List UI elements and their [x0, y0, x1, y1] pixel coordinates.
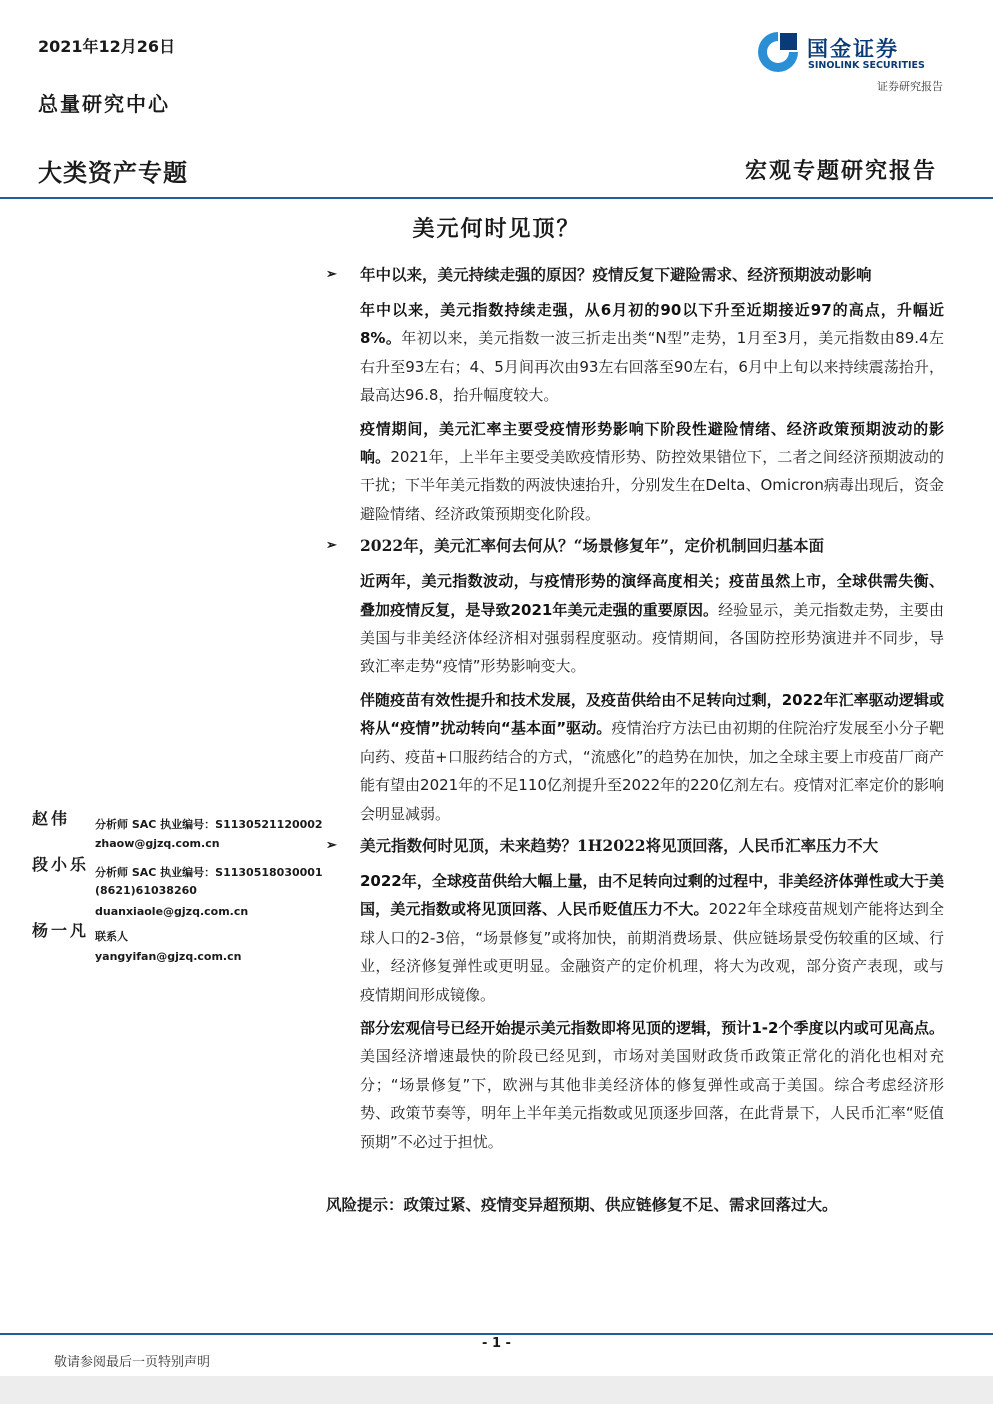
section-heading-text: 美元指数何时见顶，未来趋势？1H2022将见顶回落，人民币汇率压力不大 [360, 835, 879, 855]
report-type-title: 宏观专题研究报告 [744, 158, 937, 184]
paragraph-text: 2022年全球疫苗规划产能将达到全球人口的2-3倍，“场景修复”或将加快，前期消费场景、供应链场景受伤较重的区域、行业，经济修复弹性或更明显。金融资产的定价机理，将大为改观，部分资产表现，或与疫情期间形成镜像。 [360, 900, 944, 1004]
arrow-bullet-icon: ➢ [326, 538, 337, 554]
analyst-name: 段小乐 [32, 855, 90, 874]
section-heading [326, 262, 946, 288]
paragraph-text: 疫情治疗方法已由初期的住院治疗发展至小分子靶向药、疫苗+口服药结合的方式，“流感化”的趋势在加快，加之全球主要上市疫苗厂商产能有望由2021年的不足110亿剂提升至2022年的220亿剂左右。疫情对汇率定价的影响会明显减弱。 [360, 719, 944, 823]
analyst-name: 赵伟 [32, 809, 71, 828]
report-date: 2021年12月26日 [38, 37, 176, 56]
section-heading [326, 833, 946, 859]
paragraph [360, 296, 944, 410]
paragraph [360, 1014, 944, 1156]
section-heading [326, 533, 946, 559]
footer-divider [0, 1333, 993, 1335]
paragraph [360, 415, 944, 529]
footer-bar [0, 1376, 993, 1404]
analyst-email[interactable]: duanxiaole@gjzq.com.cn [95, 905, 249, 918]
analyst-role: 分析师 SAC 执业编号：S1130521120002 [95, 818, 323, 831]
header-divider [0, 197, 993, 199]
paragraph-bold: 部分宏观信号已经开始提示美元指数即将见顶的逻辑，预计1-2个季度以内或可见高点。 [360, 1018, 944, 1037]
section-heading-text: 2022年，美元汇率何去何从？“场景修复年”，定价机制回归基本面 [360, 536, 824, 556]
paragraph [360, 867, 944, 1009]
analyst-name: 杨一凡 [32, 921, 90, 940]
logo-subtitle: 证券研究报告 [877, 80, 943, 93]
paragraph-bold: 伴随疫苗有效性提升和技术发展，及疫苗供给由不足转向过剩，2022年汇率驱动逻辑或将从“疫情”扰动转向“基本面”驱动。 [360, 690, 944, 738]
logo-mark-icon [756, 30, 800, 74]
main-content [326, 262, 946, 1161]
analyst-email[interactable]: zhaow@gjzq.com.cn [95, 837, 220, 850]
paragraph-bold: 近两年，美元指数波动，与疫情形势的演绎高度相关；疫苗虽然上市，全球供需失衡、叠加疫情反复，是导致2021年美元走强的重要原因。 [360, 572, 944, 619]
analyst-role: 分析师 SAC 执业编号：S1130518030001 [95, 866, 323, 879]
paragraph-text: 年初以来，美元指数一波三折走出类“N型”走势，1月至3月，美元指数由89.4左右升至93左右；4、5月间再次由93左右回落至90左右，6月中上旬以来持续震荡抬升，最高达96.8，抬升幅度较大。 [360, 329, 944, 405]
paragraph-bold: 年中以来，美元指数持续走强，从6月初的90以下升至近期接近97的高点，升幅近8%。 [360, 301, 944, 348]
logo-chinese-name: 国金证券 [807, 37, 899, 61]
section-2 [326, 533, 946, 828]
analyst-phone: (8621)61038260 [95, 884, 197, 897]
topic-title: 大类资产专题 [38, 159, 188, 187]
analyst-role: 联系人 [95, 930, 128, 943]
paragraph-text: 经验显示，美元指数走势，主要由美国与非美经济体经济相对强弱程度驱动。疫情期间，各国防控形势演进并不同步，导致汇率走势“疫情”形势影响变大。 [360, 600, 944, 676]
company-logo [756, 30, 946, 78]
page-number: - 1 - [482, 1336, 511, 1351]
paragraph-text: 美国经济增速最快的阶段已经见到，市场对美国财政货币政策正常化的消化也相对充分；“场景修复”下，欧洲与其他非美经济体的修复弹性或高于美国。综合考虑经济形势、政策节奏等，明年上半年美元指数或见顶逐步回落，在此背景下，人民币汇率“贬值预期”不必过于担忧。 [360, 1047, 944, 1151]
research-center: 总量研究中心 [38, 92, 170, 116]
paragraph-bold: 2022年，全球疫苗供给大幅上量，由不足转向过剩的过程中，非美经济体弹性或大于美国，美元指数或将见顶回落、人民币贬值压力不大。 [360, 871, 944, 919]
arrow-bullet-icon: ➢ [326, 267, 337, 282]
paragraph [360, 567, 944, 681]
risk-warning: 风险提示：政策过紧、疫情变异超预期、供应链修复不足、需求回落过大。 [326, 1195, 838, 1214]
disclaimer-note: 敬请参阅最后一页特别声明 [54, 1355, 211, 1370]
paragraph-text: 2021年，上半年主要受美欧疫情形势、防控效果错位下，二者之间经济预期波动的干扰；下半年美元指数的两波快速抬升，分别发生在Delta、Omicron病毒出现后，资金避险情绪、经济政策预期变化阶段。 [360, 448, 944, 523]
section-1 [326, 262, 946, 528]
logo-english-name: SINOLINK SECURITIES [808, 60, 925, 71]
document-title: 美元何时见顶？ [412, 216, 581, 242]
arrow-bullet-icon: ➢ [326, 837, 337, 853]
analyst-email[interactable]: yangyifan@gjzq.com.cn [95, 950, 242, 963]
paragraph-bold: 疫情期间，美元汇率主要受疫情形势影响下阶段性避险情绪、经济政策预期波动的影响。 [360, 419, 944, 467]
section-heading-text: 年中以来，美元持续走强的原因？疫情反复下避险需求、经济预期波动影响 [360, 265, 872, 284]
section-3 [326, 833, 946, 1156]
paragraph [360, 686, 944, 828]
